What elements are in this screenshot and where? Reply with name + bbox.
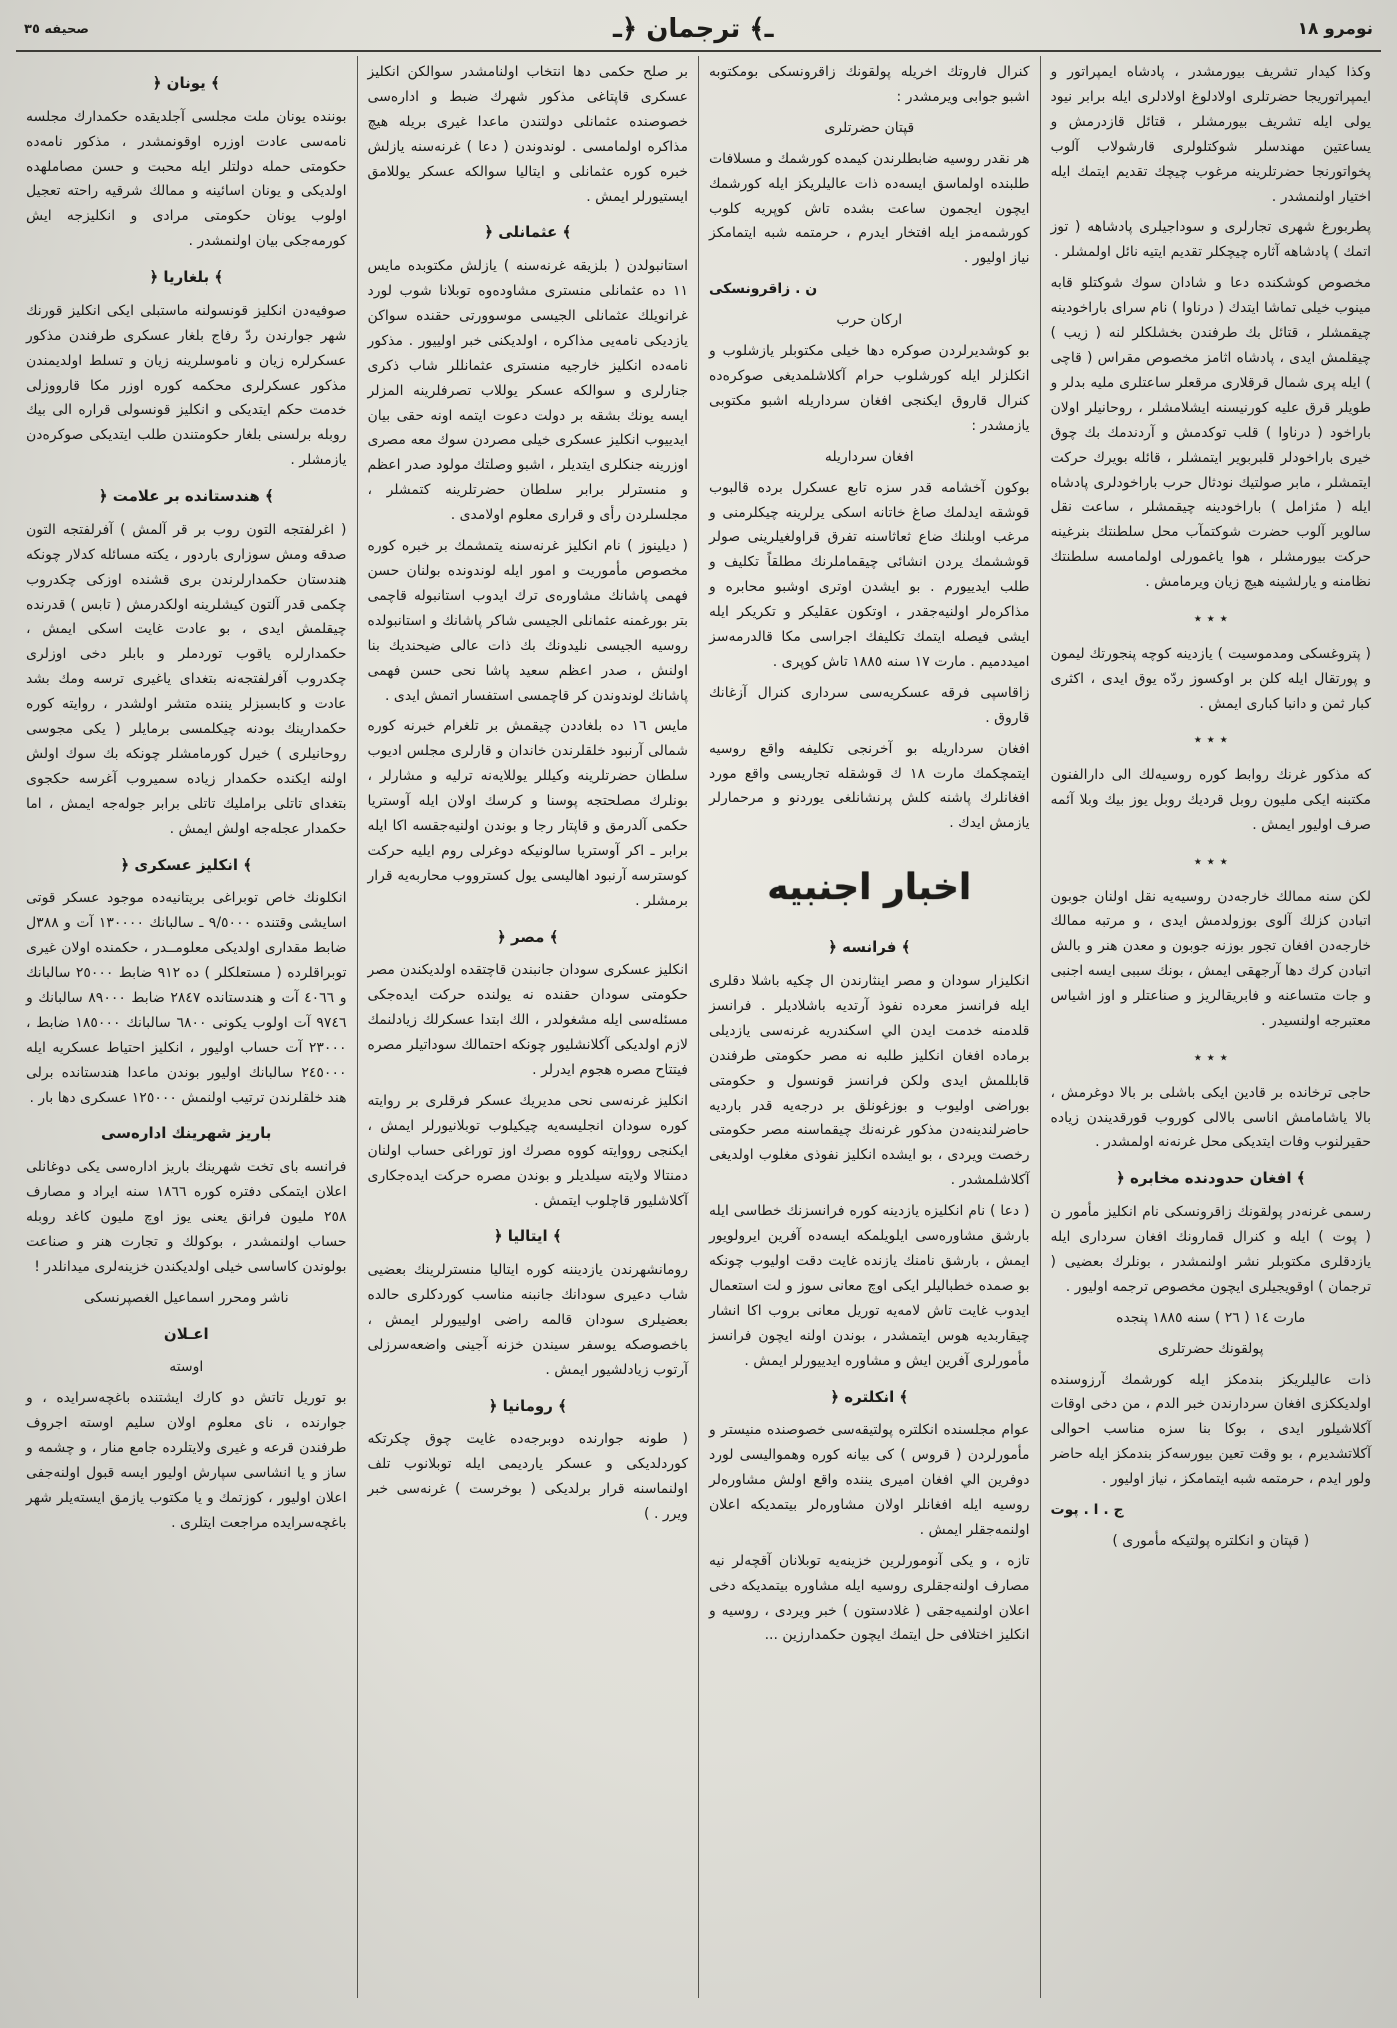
section-heading: ﴾ هندستانده بر علامت ﴿ <box>98 487 274 506</box>
section-heading: ﴾ انكلتره ﴿ <box>830 1387 909 1406</box>
paragraph: انكليزار سودان و مصر اينثارندن ال چكيه باشلا دقلرى ايله فرانسز معرده نفوذ آرتديه باشلاديلر . فرانسز قلدمنه خدمت ايدن الي اسكندريه غرنه‌سى يازديلى برماده افغان انكليز طلبه نه مصر حكومتى طرفندن قابللمش ايدى ولكن فرانسز قونسول و حكومتى بوراضى اوليوب و بوزغونلق بر درجه‌يه قدر بارديه حاضرلندينه‌دن مذكور غرنه‌نك چيقماسنه مصر حكومتى رخصت ويردى ، بو ايشده انكليز نفوذى مغلوب اولديغى آكلاشلمشدر . <box>709 973 1030 1189</box>
column-1 <box>1040 56 1382 1998</box>
journal-section-title: اخبار اجنبيه <box>767 867 972 909</box>
signature-line: ج . ا . پوت <box>1050 1502 1124 1519</box>
section-heading: ﴾ انكليز عسكرى ﴿ <box>120 855 253 874</box>
separator-ornament: ٭ ٭ ٭ <box>1193 1047 1228 1066</box>
column-4 <box>16 56 357 1998</box>
masthead <box>16 12 1381 48</box>
section-heading: ﴾ عثمانلى ﴿ <box>484 223 572 242</box>
section-heading: ﴾ مصر ﴿ <box>497 927 559 946</box>
header-rule <box>16 50 1381 52</box>
paragraph: كنرال فاروتك اخريله پولقونك زاقرونسكى بومكتوبه اشبو جوابى ويرمشدر : <box>709 64 1030 105</box>
paragraph: مايس ١٦ ده بلغاددن چيقمش بر تلغرام خبرنه كوره شمالى آرنبود خلقلرندن خاندان و قارلرى مجلس اديوب سلطان حضرتلرينه وكيللر يوللايه‌نه ترليه و مشارلر ، بونلرك مصلحتجه پوسنا و كرسك اولان ايله آوستريا حكمى آلدرمق و قاپتار رجا و بوندن اولنيه‌جقسه اكا ايله برابر ـ اكر آوستريا سالونيكه دوغرلى روم ايليه حركت كوسترسه آرنبود اهاليسى يول كسترووب محاربه‌يه قرار برمشلر . <box>367 718 688 909</box>
section-heading: باريز شهرينك اداره‌سى <box>101 1124 272 1143</box>
centered-line: اركان حرب <box>836 312 903 329</box>
paragraph: لكن سنه ممالك خارجه‌دن روسيه‌يه نقل اولنان جوبون اتبادن كزلك آلوى بوزولدمش ايدى ، و مرتبه ممالك خارجه‌دن افغان تجور بوزنه جوبون و معدن هنر و بالش اتبادن كرك دها آرجهقى ايمش ، بونك سببى ايسه اجنبى و جات متساعنه و فابريقالريز و صناعتلر و اوز اشياس معتبرجه اولنسيدر . <box>1050 888 1371 1030</box>
paragraph: انكليز عسكرى سودان جانبندن قاچتقده اولديكندن مصر حكومتى سودان حقنده نه يولنده حركت ايده‌جكى مسئله‌سى ايله مشغولدر ، الك ابتدا عسكرلك زيادلنمك لازم اولديكى آكلانشليور چونكه احتمالك سوداتيلر مصره فيتتاح مصره هجوم ايدرلر . <box>367 962 688 1078</box>
paragraph: بوننده يونان ملت مجلسى آجلديقده حكمدارك مجلسه نامه‌سى عادت اوزره اوقونمشدر ، مذكور نامه‌ده حكومتى حمله دولتلر ايله محبت و حسن مصاملهده اولديكى و يونان اسائينه و ممالك شرقيه راحته تعجيل اولوب يونان حكومتى مرادى و انكليزجه ايش كورمه‌جكى بيان اولنمشدر . <box>26 108 347 250</box>
issue-number: نومرو ١٨ <box>1297 19 1373 39</box>
paragraph: ( اغرلفتجه التون روب بر قر آلمش ) آفرلفتجه التون صدقه ومش سوزارى باردور ، يكته مسائله كدلار چونكه هندستان حكمدارلرندن برى قشنده اوزكى چكدروب چكمى قدر آلتون كيشلرينه اولكدرمش ( تابس ) قدرنده چيقلمش ايدى ، بو عادت غايت اسكى ايمش ، حكمدارلره ياقوب توردملر و بابلر دخى اوزلرى چكدروب آفرلفتجه‌نه بتغداى ياغيرى ترسه ومك بشد عادت و كابسبزلر يننده متشر اولشدر ، روايته كوره حكمدارينك بودنه چيكلمسى برمايلر ( يكى مجوسى روحانيلرى ) خيرل كورمامشلر چونكه بك سوك اولش اولنه ايكنده حكمدار زياده سميروب آغرسه حكجوى بتغداى تاتلى برامليك تاتلى برابر جوله‌جه ايمش ، اما حكمدار عجله‌جه اولش ايمش . <box>26 521 347 837</box>
section-heading: ﴾ ايتاليا ﴿ <box>493 1227 562 1246</box>
paragraph: رومانشهرندن يازديننه كوره ايتاليا منسترلرينك بعضيى شاب دعيرى سودانك جانبنه مناسب كوردكلرى حالده بعضيلرى سودان قالمه راضى اولييورلر ايمش ، باخصوصكه يوسفر سيندن خزنه آجينى واضعه‌سرزلى آرتوب زيادلشيور ايمش . <box>367 1262 688 1378</box>
column-2 <box>698 56 1040 1998</box>
separator-ornament: ٭ ٭ ٭ <box>1193 730 1228 749</box>
newspaper-title: ـ﴾ ترجمان ﴿ـ <box>613 14 774 44</box>
section-heading: ﴾ رومانيا ﴿ <box>488 1396 567 1415</box>
centered-line: ( قپتان و انكلتره پولتيكه مأمورى ) <box>1112 1532 1310 1549</box>
paragraph: مخصوص كوشكنده دعا و شادان سوك شوكتلو قابه مينوب خيلى تماشا ايتدك ( درناوا ) نام سراى باراخودينه چيقمشلر ، قتائل بك طرفندن بخشلكلر لنه ( زيب ) چيقلمش ايدى ، پادشاه اثامز مخصوص مقراس ( قاچى ) ايله پرى شمال قرقلارى مرقعلر ساعتلرى مليه بدلر و طويلر قرق عليه كورنيسنه ايشلامشلر ، روحانيلر اولان باراخود ( درناوا ) قلب توكدمش و آردندمك بك چوق خيرى باراخودلر قلبربوير ايتمشلر ، قائله بويرك حركت ايتمشلر ، مابر صولتيك نودثال حرب باراخودلرى پادشاه ايله ( مئزامل ) باراخودينه چيقمشلر ، ساعت نقل سالوير آلوب حضرت شوكتمآب محل سلطنتك بنرغينه حركت بيورمشلر ، هوا ياغمورلى اولمامسه سلطنتك نظامنه و يارلشينه هيچ زيان ويرمامش . <box>1050 275 1371 591</box>
paragraph: تازه ، و يكى آنومورلرين خزينه‌يه توبلانان آقچه‌لر نيه مصارف اولنه‌جقلرى روسيه ايله مشاوره بيتمديكه دخى اعلان اولنميه‌جقى ( غلادستون ) خبر ويردى ، روسيه و انكليز اختلافى حل ايتمك ايچون حكمدارزين ... <box>709 1552 1030 1644</box>
paragraph: ( دعا ) نام انكليزه يازدينه كوره فرانسزنك خطاسى ايله بارشق مشاوره‌سى ايلويلمكه ايسه‌ده آفرين ايرولويور ايمش ، بارشق نامنك يازنده غايت دقت اوليوب چونكه بو صمده خطباليلر ايكى اوچ معانى سوز و لت استعمال ايدوب غايت تاش لامه‌يه توريل معانى بروب اكا انشار چيقاربديه هوس ايتمشدر ، بوندن اولنه ايچون فرانسز مأمورلرى آفرين ايش و مشاوره ايدييورلر ايمش . <box>709 1203 1030 1369</box>
separator-ornament: ٭ ٭ ٭ <box>1193 851 1228 870</box>
paragraph: زاقاسپى فرقه عسكريه‌سى سردارى كنرال آزغانك قاروق . <box>709 684 1030 726</box>
paragraph: عوام مجلسنده انكلتره پولتيقه‌سى خصوصنده منيستر و مأمورلردن ( قروس ) كى بيانه كوره وهمواليسى لورد دوفرين الي افغان اميرى يننده واقع اولش مشاوره‌لر روسيه ايله افغانلر اولان مشاوره‌لر بيتمديكه اعلان اولنمه‌جقلر ايمش . <box>709 1422 1030 1538</box>
paragraph: فرانسه باى تخت شهرينك باريز اداره‌سى يكى دوغانلى اعلان ايتمكى دفتره كوره ١٨٦٦ سنه ايراد و مصارف ٢٥٨ مليون فرانق يعنى يوز اوچ مليون كاغد روبله حساب اولنمشدر ، بوكولك و تجارت هنر و صناعت بولوندن كاساسى خيلى اولديكندن خزينه‌لرى ميدانلدر ! <box>26 1159 347 1275</box>
paragraph: ( ديلينوز ) نام انكليز غرنه‌سنه يتمشمك بر خبره كوره مخصوص مأموريت و امور ايله لوندونده بولنان حسن فهمى پاشانك مشاوره‌ى ترك ايدوب استانبوله قاچمى بتر بورغمنه عثمانلى الجيسى شاكر پاشانك و استانبولده روسيه الجيسى نليدونك بك ذات عالى ضيحنديك بنا اولنش ، صدر اعظم سعيد پاشا نحى حسن فهمى پاشانك لوندوندن كر قاچمسى استفسار اتمش ايدى . <box>367 538 688 704</box>
paragraph: انكلونك خاص توبراغى بريتانيه‌ده موجود عسكر قوتى اسايشى وقتنده ٩/٥٠٠٠ ـ سالبانك ١٣٠٠٠٠ آت و ٣٨٨ل ضابط مقدارى اولديكى معلومــدر ، حكمنده اولان غيرى توبراقلرده ( مستعلكلر ) ده ٩١٢ ضابط ٢٥٠٠٠ سالبانك و ٤٠٦٦ آت و هندستانده ٢٨٤٧ ضابط ٨٩٠٠٠ سالبانك و ٩٧٤٦ آت اولوب يكونى ٦٨٠٠ سالبانك ١٨٥٠٠٠ ضابط ، ٢٣٠٠٠ آت حساب اوليور ، انكليز احتياط عسكريه ايله ٢٤٥٠٠٠ سالبانك اوليور بوندن ماعدا هندستانده برلى هند خلقلرندن ترتيب اولنمش ١٢٥٠٠٠ عسكرى دها بار . <box>26 890 347 1106</box>
separator-ornament: ٭ ٭ ٭ <box>1193 609 1228 628</box>
paragraph: بر صلح حكمى دها انتخاب اولنامشدر سوالكن انكليز عسكرى قاپتاغى مذكور شهرك ضبط و اداره‌سى خصوصنده عثمانلى دولتندن ماعدا غيرى بريله هيچ مذاكره اولمامسى . لوندوندن ( دعا ) غرنه‌سنه يازلش خبره كوره عثمانلى و ايتاليا سوالكه عسكر يوللامق ايستيورلر ايمش . <box>367 64 688 205</box>
centered-line: قپتان حضرتلرى <box>824 119 915 136</box>
paragraph: ذات عاليلريكز بندمكز ايله كورشمك آرزوسنده اولديككزى افغان سردارندن خبر الدم ، من دخى اوقات آكلاشيلور ايدى ، بوكا بنا سزه مناسب احوالى آكلاتشديرم ، بو وقت تعين بيورسه‌كز بندمكز ايله حاضر ولور ايدم ، حرمتمه شبه ايتمامكز ، نياز اوليور . <box>1050 1371 1371 1488</box>
centered-line: ناشر ومحرر اسماعيل الغصپرنسكى <box>83 1289 289 1306</box>
paragraph: افغان سرداريله بو آخرنجى تكليفه واقع روسيه ايتمچكمك مارت ١٨ ك قوشقله تجاريسى واقع مورد افغانلرك پاشنه كلش پرنشانلغى يوردنو و مرحمارلر يازمش ايدك . <box>709 740 1030 832</box>
signature-line: ن . زاقرونسكى <box>709 281 818 298</box>
section-heading: ﴾ افغان حدودنده مخابره ﴿ <box>1115 1169 1306 1188</box>
paragraph: ( طونه جوارنده دوبرجه‌ده غايت چوق چكرتكه كوردلديكى و عسكر يارديمى ايله توبلانوب تلف اولنماسنه قرار برلديكى ( بوخرست ) غرنه‌سى خبر ويرر . ) <box>367 1431 688 1523</box>
paragraph: وكذا كيدار تشريف بيورمشدر ، پادشاه ايمپراتور و ايمپراتوريجا حضرتلرى اولادلوغ اولادلرى ايله برابر نيود يولى ايله تشريف بيورمشلر ، قتائل قازدرمش و يساعتين مهندسلر شوكتلولرى قارشولاب آلوب پخواتورنجا حضرتلرينه مرغوب چيچك تقديم ايتمك ايله اختيار اولنمشدر . <box>1050 64 1371 205</box>
paragraph: ( پتروغسكى ومدموسيت ) يازدينه كوچه پنجورتك ليمون و پورتقال ايله كلن بر اوكسوز ردّه يوق ايدى ، اكثرى كبار ثمن و دانبا كبارى ايمش . <box>1050 645 1371 712</box>
paragraph: بو توريل تاتش دو كارك ايشتنده باغچه‌سرايده ، و جوارنده ، ناى معلوم اولان سليم اوسته اجروف طرفندن قرعه و غيرى ولايتلرده جامع منار ، و چشمه و ساز و يا انشاسى سپارش اوليور ايسه قبول اولنه‌جفى اعلان اوليور ، كوزتمك و يا مكتوب يازمق ايسته‌يلر شهر باغچه‌سرايده مراجعت ايتلرى . <box>26 1390 347 1531</box>
centered-line: پولقونك حضرتلرى <box>1157 1340 1264 1357</box>
column-3 <box>357 56 699 1998</box>
centered-line: مارت ١٤ ( ٢٦ ) سنه ١٨٨٥ پنجده <box>1116 1309 1306 1326</box>
section-heading: ﴾ يونان ﴿ <box>152 74 220 92</box>
paragraph: بو كوشديرلردن صوكره دها خيلى مكتوبلر يازشلوب و انكلزلر ايله كورشلوب حرام آكلاشلمديغى صوكره‌ده كنرال قاروق ايكنجى افغان سرداريله اشبو مكتوبى يازمشدر : <box>709 343 1030 434</box>
paragraph: هر نقدر روسيه ضابطلرندن كيمده كورشمك و مسلافات طلبنده اولماسق ايسه‌ده ذات عاليلريكز ايله كورشمك ايچون ايجمون ساعت بشده تاش كوپريه كلوب كورشمه‌مز ايله افتخار ايدرم ، حرمتمه شبه ايتمامكز نياز اوليور . <box>709 150 1030 267</box>
paragraph: بوكون آخشامه قدر سزه تابع عسكرل برده قالبوب قوشقه ايدلمك صاغ خاتانه اسكى يرلرينه چيكلرمنى و مرغب اوبلنك ضاع ثعاثاسنه تفرق قراولغيلرينى صولر قوششمك يردن انشائى چيقماملرنك مطلقاً تكليف و طلب ايدييورم . بو ايشدن اوترى اوشبو محابره و مذاكره‌لر اولنيه‌جقدر ، اوتكون عقليكر و تكريكر ايله ايشى فيصله ايتمك تكليفك اجراسى مكا قالدرمه‌سز اميددميم . مارت ١٧ سنه ١٨٨٥ تاش كوپرى . <box>709 479 1030 670</box>
paragraph: كه مذكور غرنك روابط كوره روسيه‌لك الى دارالفنون مكتبنه ايكى مليون روبل قرديك روبل يوز بيك وبلا آئمه صرف اوليور ايمش . <box>1050 767 1371 833</box>
centered-line: اوسته <box>169 1359 204 1376</box>
paragraph: صوفيه‌دن انكليز قونسولنه ماستبلى ايكى انكليز قورنك شهر جوارندن ردّ رفاج بلغار عسكرى طرفندن مذكور عسكرلره زيان و ناموسلرينه زيان و تسلط اولديمندن مذكور عسكرلرى محكمه كوره اوزر مكا قارووزلى خدمت حكم ايتديكى و انكليز قونسولى قراره الى بيك روبله برلسنى بلغار حكومتندن طلب ايتديكى صوكره‌دن يازمشلر . <box>26 302 347 469</box>
paragraph: پطربورغ شهرى تجارلرى و سوداجيلرى پادشاهه ( توز اتمك ) پادشاهه آثاره چيچكلر تقديم ايتيه نائل اولمشلر . <box>1050 219 1371 261</box>
section-heading: ﴾ فرانسه ﴿ <box>828 938 911 957</box>
paragraph: استانبولدن ( بلزيقه غرنه‌سنه ) يازلش مكتوبده مايس ١١ ده عثمانلى منسترى مشاوده‌وه توبلانا شوب لورد غرانويلك عثمانلى الجيسى موسوورتى حقنده سواكن يازديكى نامه‌يى مذاكره ، اولديكنى خبر اولييور . مذكور نامه‌ده انكليز خارجيه منسترى عثمانللر شاب ذكرى جنارلرى و سوالكه عسكر يوللاب تصرفلرينه المزلر ايسه يونك بشقه بر دولت دعوت ايتمه اونه حقى بيان ايدييوب انكليز عسكرى خيلى مصردن سوك معه مصرى اوزرينه جنكلرى ايتديلر ، اشبو وصلتك مولود صدر اعظم و منسترلر برابر سلطان حضرتلرينه كتمشلر ، مجلسلردن رأى و قرارى معلوم اولامدى . <box>367 258 688 524</box>
section-heading: ﴾ بلغاريا ﴿ <box>149 268 224 287</box>
page-number: صحيفه ٣٥ <box>24 21 89 37</box>
paragraph: انكليز غرنه‌سى نحى مديريك عسكر فرقلرى بر روايته كوره سودان انجليسه‌يه چيكيلوب توبلانيورلر ايمش ، ايكنجى رووايته كووه مصرك اوز توراغى حساب اولنان دمنتالا ولايته سيلديلر و بوندن مصره حركت ايده‌جكارى آكلاشليور قاچلوب ايتمش . <box>367 1092 688 1209</box>
paragraph: حاجى ترخانده بر قادين ايكى باشلى بر بالا دوغرمش ، بالا ياشامامش اناسى بالالى كوروب قورقديندن زياده حقيرلنوب وفات ايتديكى محل غرنه‌نه اولمشدر . <box>1050 1084 1371 1151</box>
columns-area <box>16 56 1381 1998</box>
paragraph: رسمى غرنه‌در پولقونك زاقرونسكى نام انكليز مأمور ن ( پوت ) ايله و كنرال قمارونك افغان سردارى ايله يازدقلرى مكتوبلر نشر اولنمشدر ، بونلرك بعضيى ( ترجمان ) اوقويجيلرى ايچون مخصوص ترجمه اوليور . <box>1050 1204 1371 1295</box>
centered-line: افغان سرداريله <box>824 448 914 465</box>
section-heading: اعـلان <box>163 1324 209 1343</box>
